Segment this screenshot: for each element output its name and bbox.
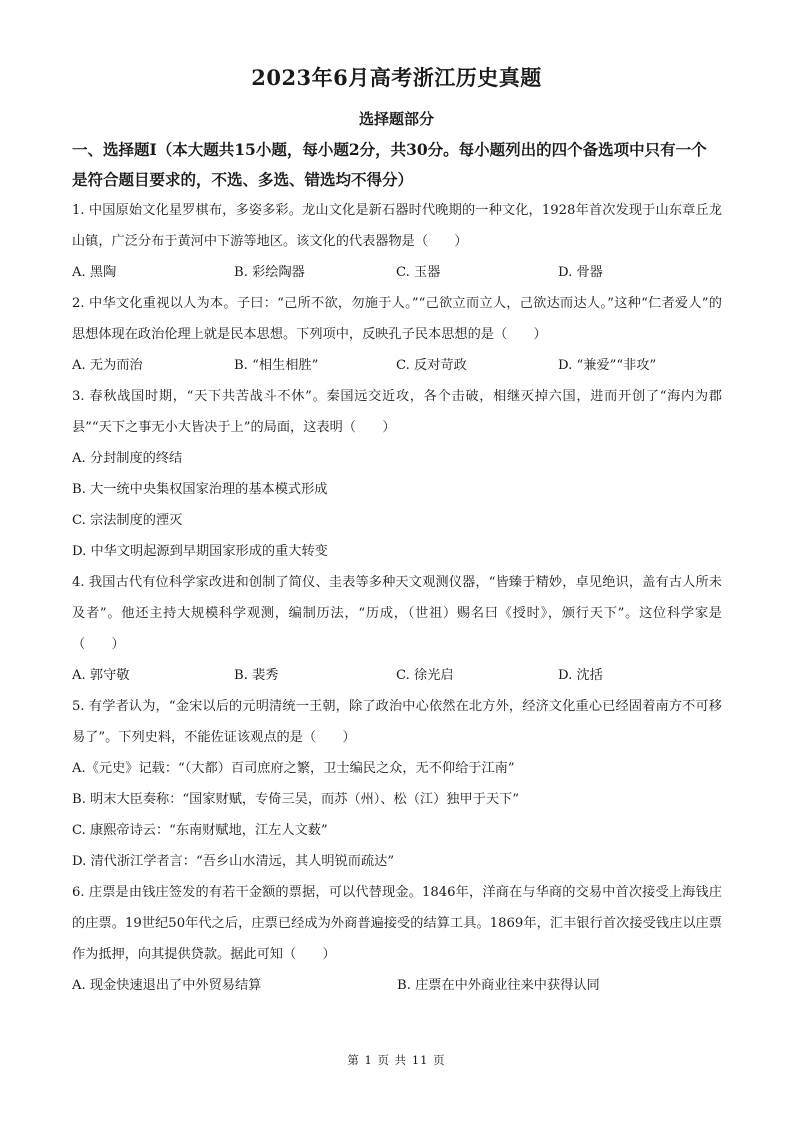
option-c: C. 玉器	[396, 265, 441, 280]
option-b: B. 裴秀	[234, 668, 279, 683]
options-row	[72, 660, 722, 691]
option-d: D. 沈括	[558, 668, 603, 683]
option-c: C. 宗法制度的湮灭	[72, 513, 183, 528]
section-subtitle: 选择题部分	[358, 110, 434, 128]
option-c: C. 反对苛政	[396, 358, 467, 373]
question-3	[72, 381, 722, 567]
options-row	[72, 257, 722, 288]
question-stem: 4. 我国古代有位科学家改进和创制了简仪、圭表等多种天文观测仪器，“皆臻于精妙，卓见绝识，盖有古人所未及者”。他还主持大规模科学观测，编制历法，“历成，（世祖）赐名曰《授时》，颁行天下”。这位科学家是（ ）	[72, 575, 722, 652]
question-2	[72, 288, 722, 381]
option-a: A. 郭守敬	[72, 668, 130, 683]
page-title: 2023年6月高考浙江历史真题	[251, 65, 542, 90]
page-number: 第 1 页 共 11 页	[347, 1053, 446, 1067]
option-b: B. 庄票在中外商业往来中获得认同	[397, 978, 600, 993]
option-b: B. 大一统中央集权国家治理的基本模式形成	[72, 482, 328, 497]
options-row	[72, 970, 722, 1001]
option-c: C. 康熙帝诗云：“东南财赋地，江左人文薮”	[72, 823, 328, 838]
option-d: D. 清代浙江学者言：“吾乡山水清远，其人明锐而疏达”	[72, 854, 395, 869]
option-a: A. 无为而治	[72, 358, 143, 373]
section-heading: 一、选择题Ⅰ（本大题共15小题，每小题2分，共30分。每小题列出的四个备选项中只有一个是符合题目要求的，不选、多选、错选均不得分）	[72, 140, 707, 189]
option-a: A. 分封制度的终结	[72, 451, 183, 466]
option-c: C. 徐光启	[396, 668, 454, 683]
option-b: B. 彩绘陶器	[234, 265, 305, 280]
option-d: D. “兼爱”“非攻”	[558, 358, 657, 373]
question-4	[72, 567, 722, 691]
question-1	[72, 195, 722, 288]
option-a: A.《元史》记载：“（大都）百司庶府之繁，卫士编民之众，无不仰给于江南”	[72, 761, 515, 776]
option-b: B. 明末大臣奏称：“国家财赋，专倚三吴，而苏（州）、松（江）独甲于天下”	[72, 792, 519, 807]
question-stem: 3. 春秋战国时期，“天下共苦战斗不休”。秦国远交近攻，各个击破，相继灭掉六国，进而开创了“海内为郡县”“天下之事无小大皆决于上”的局面，这表明（ ）	[72, 389, 722, 435]
question-5	[72, 691, 722, 877]
question-stem: 1. 中国原始文化星罗棋布，多姿多彩。龙山文化是新石器时代晚期的一种文化，1928年首次发现于山东章丘龙山镇，广泛分布于黄河中下游等地区。该文化的代表器物是（ ）	[72, 203, 722, 249]
question-stem: 5. 有学者认为，“金宋以后的元明清统一王朝，除了政治中心依然在北方外，经济文化重心已经固着南方不可移易了”。下列史料，不能佐证该观点的是（ ）	[72, 699, 722, 745]
option-a: A. 现金快速退出了中外贸易结算	[72, 978, 262, 993]
question-6	[72, 877, 722, 1001]
options-row	[72, 350, 722, 381]
question-stem: 2. 中华文化重视以人为本。子曰：“己所不欲，勿施于人。”“己欲立而立人，己欲达而达人。”这种“仁者爱人”的思想体现在政治伦理上就是民本思想。下列项中，反映孔子民本思想的是（ ）	[72, 296, 722, 342]
question-stem: 6. 庄票是由钱庄签发的有若干金额的票据，可以代替现金。1846年，洋商在与华商的交易中首次接受上海钱庄的庄票。19世纪50年代之后，庄票已经成为外商普遍接受的结算工具。1869年，汇丰银行首次接受钱庄以庄票作为抵押，向其提供贷款。据此可知（ ）	[72, 885, 722, 962]
option-d: D. 中华文明起源到早期国家形成的重大转变	[72, 544, 328, 559]
option-b: B. “相生相胜”	[234, 358, 319, 373]
option-d: D. 骨器	[558, 265, 603, 280]
exam-content	[72, 135, 722, 1001]
option-a: A. 黑陶	[72, 265, 117, 280]
